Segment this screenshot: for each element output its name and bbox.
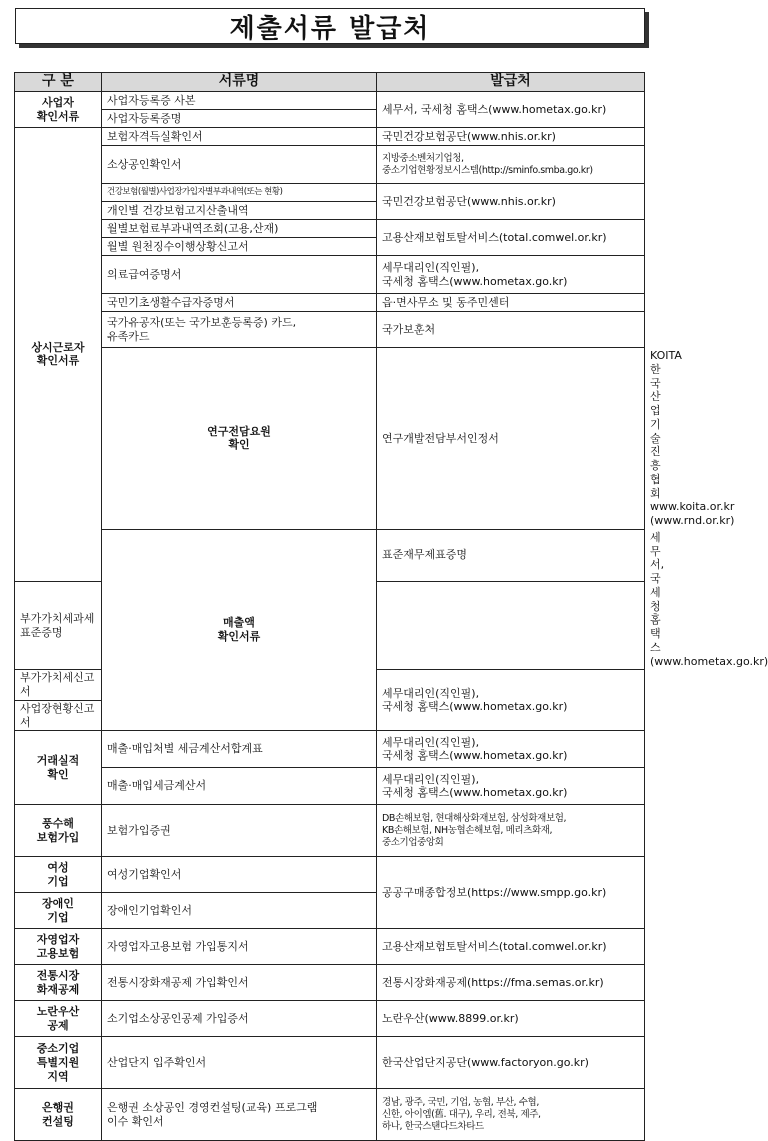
table-row xyxy=(15,1089,645,1141)
issuer-cell: 세무서, 국세청 홈택스(www.hometax.go.kr) xyxy=(377,92,645,128)
issuer-cell: 세무대리인(직인필), 국세청 홈택스(www.hometax.go.kr) xyxy=(377,768,645,805)
document-cell: 부가가치세신고서 xyxy=(15,670,102,701)
document-cell: 보험자격득실확인서 xyxy=(102,128,377,146)
document-cell: 여성기업확인서 xyxy=(102,857,377,893)
document-cell: 월별보험료부과내역조회(고용,산재) xyxy=(102,220,377,238)
table-row xyxy=(15,220,645,238)
header-category: 구 분 xyxy=(15,73,102,92)
document-cell: 은행권 소상공인 경영컨설팅(교육) 프로그램 이수 확인서 xyxy=(102,1089,377,1141)
table-row xyxy=(15,1001,645,1037)
document-cell: 건강보험(월별)사업장가입자별부과내역(또는 현황) xyxy=(102,184,377,202)
table-row xyxy=(15,805,645,857)
category-cell: 상시근로자 확인서류 xyxy=(15,128,102,582)
document-cell: 사업자등록증명 xyxy=(102,110,377,128)
category-cell: 사업자 확인서류 xyxy=(15,92,102,128)
table-row xyxy=(15,768,645,805)
table-row xyxy=(15,857,645,893)
category-cell: 중소기업 특별지원 지역 xyxy=(15,1037,102,1089)
issuer-cell: 세무대리인(직인필), 국세청 홈택스(www.hometax.go.kr) xyxy=(377,670,645,731)
document-cell: 표준재무제표증명 xyxy=(377,529,645,581)
issuer-cell: 한국산업단지공단(www.factoryon.go.kr) xyxy=(377,1037,645,1089)
table-row xyxy=(15,312,645,348)
document-cell: 국민기초생활수급자증명서 xyxy=(102,294,377,312)
table-row xyxy=(15,128,645,146)
table-row xyxy=(15,1037,645,1089)
issuer-cell: 국민건강보험공단(www.nhis.or.kr) xyxy=(377,128,645,146)
page-title: 제출서류 발급처 xyxy=(229,13,431,44)
table-row: 연구전담요원 확인 연구개발전담부서인정서 KOITA한국산업기술진흥협회 www.koita.or.kr (www.rnd.or.kr) xyxy=(15,348,645,530)
table-row xyxy=(15,731,645,768)
issuer-cell: 국가보훈처 xyxy=(377,312,645,348)
category-cell: 풍수해 보험가입 xyxy=(15,805,102,857)
header-document: 서류명 xyxy=(102,73,377,92)
header-row xyxy=(15,73,645,92)
document-cell: 매출·매입세금계산서 xyxy=(102,768,377,805)
document-cell: 의료급여증명서 xyxy=(102,256,377,294)
table-row xyxy=(15,256,645,294)
issuer-cell: 세무대리인(직인필), 국세청 홈택스(www.hometax.go.kr) xyxy=(377,731,645,768)
document-cell: 개인별 건강보험고지산출내역 xyxy=(102,202,377,220)
category-cell: 노란우산 공제 xyxy=(15,1001,102,1037)
document-cell: 소상공인확인서 xyxy=(102,146,377,184)
document-cell: 장애인기업확인서 xyxy=(102,893,377,929)
document-cell: 자영업자고용보험 가입통지서 xyxy=(102,929,377,965)
issuer-cell: 지방중소벤처기업청, 중소기업현황정보시스템(http://sminfo.smba.go.kr) xyxy=(377,146,645,184)
category-cell: 자영업자 고용보험 xyxy=(15,929,102,965)
header-issuer: 발급처 xyxy=(377,73,645,92)
document-cell: 산업단지 입주확인서 xyxy=(102,1037,377,1089)
category-cell: 장애인 기업 xyxy=(15,893,102,929)
issuer-cell: 세무대리인(직인필), 국세청 홈택스(www.hometax.go.kr) xyxy=(377,256,645,294)
issuer-cell: 노란우산(www.8899.or.kr) xyxy=(377,1001,645,1037)
issuer-cell: 전통시장화재공제(https://fma.semas.or.kr) xyxy=(377,965,645,1001)
issuer-cell: 고용산재보험토탈서비스(total.comwel.or.kr) xyxy=(377,929,645,965)
category-cell: 매출액 확인서류 xyxy=(102,529,377,731)
table-row xyxy=(15,92,645,110)
document-cell: 매출·매입처별 세금계산서합계표 xyxy=(102,731,377,768)
document-table xyxy=(14,72,768,1141)
issuer-cell: 공공구매종합정보(https://www.smpp.go.kr) xyxy=(377,857,645,929)
category-cell: 전통시장 화재공제 xyxy=(15,965,102,1001)
issuer-cell: 국민건강보험공단(www.nhis.or.kr) xyxy=(377,184,645,220)
document-cell: 보험가입증권 xyxy=(102,805,377,857)
document-cell: 연구개발전담부서인정서 xyxy=(377,348,645,530)
issuer-cell: 고용산재보험토탈서비스(total.comwel.or.kr) xyxy=(377,220,645,256)
category-cell: 연구전담요원 확인 xyxy=(102,348,377,530)
issuer-cell: 읍·면사무소 및 동주민센터 xyxy=(377,294,645,312)
category-cell: 여성 기업 xyxy=(15,857,102,893)
table-row xyxy=(15,184,645,202)
table-row xyxy=(15,294,645,312)
table-row: 매출액 확인서류 표준재무제표증명 세무서, 국세청 홈택스(www.hometax.go.kr) xyxy=(15,529,645,581)
document-cell: 전통시장화재공제 가입확인서 xyxy=(102,965,377,1001)
category-cell: 거래실적 확인 xyxy=(15,731,102,805)
document-cell: 사업장현황신고서 xyxy=(15,700,102,731)
document-cell: 사업자등록증 사본 xyxy=(102,92,377,110)
document-cell: 소기업소상공인공제 가입증서 xyxy=(102,1001,377,1037)
category-cell: 은행권 컨설팅 xyxy=(15,1089,102,1141)
table-row xyxy=(15,965,645,1001)
issuer-cell: DB손해보험, 현대해상화재보험, 삼성화재보험, KB손해보험, NH농협손해보험, 메리츠화재, 중소기업중앙회 xyxy=(377,805,645,857)
table-row xyxy=(15,146,645,184)
table-row xyxy=(15,929,645,965)
document-cell: 월별 원천징수이행상황신고서 xyxy=(102,238,377,256)
document-cell: 부가가치세과세표준증명 xyxy=(15,581,102,669)
title-box xyxy=(15,8,645,44)
document-cell: 국가유공자(또는 국가보훈등록증) 카드, 유족카드 xyxy=(102,312,377,348)
issuer-cell: 경남, 광주, 국민, 기업, 농협, 부산, 수협, 신한, 아이엠(舊. 대구), 우리, 전북, 제주, 하나, 한국스탠다드차타드 xyxy=(377,1089,645,1141)
